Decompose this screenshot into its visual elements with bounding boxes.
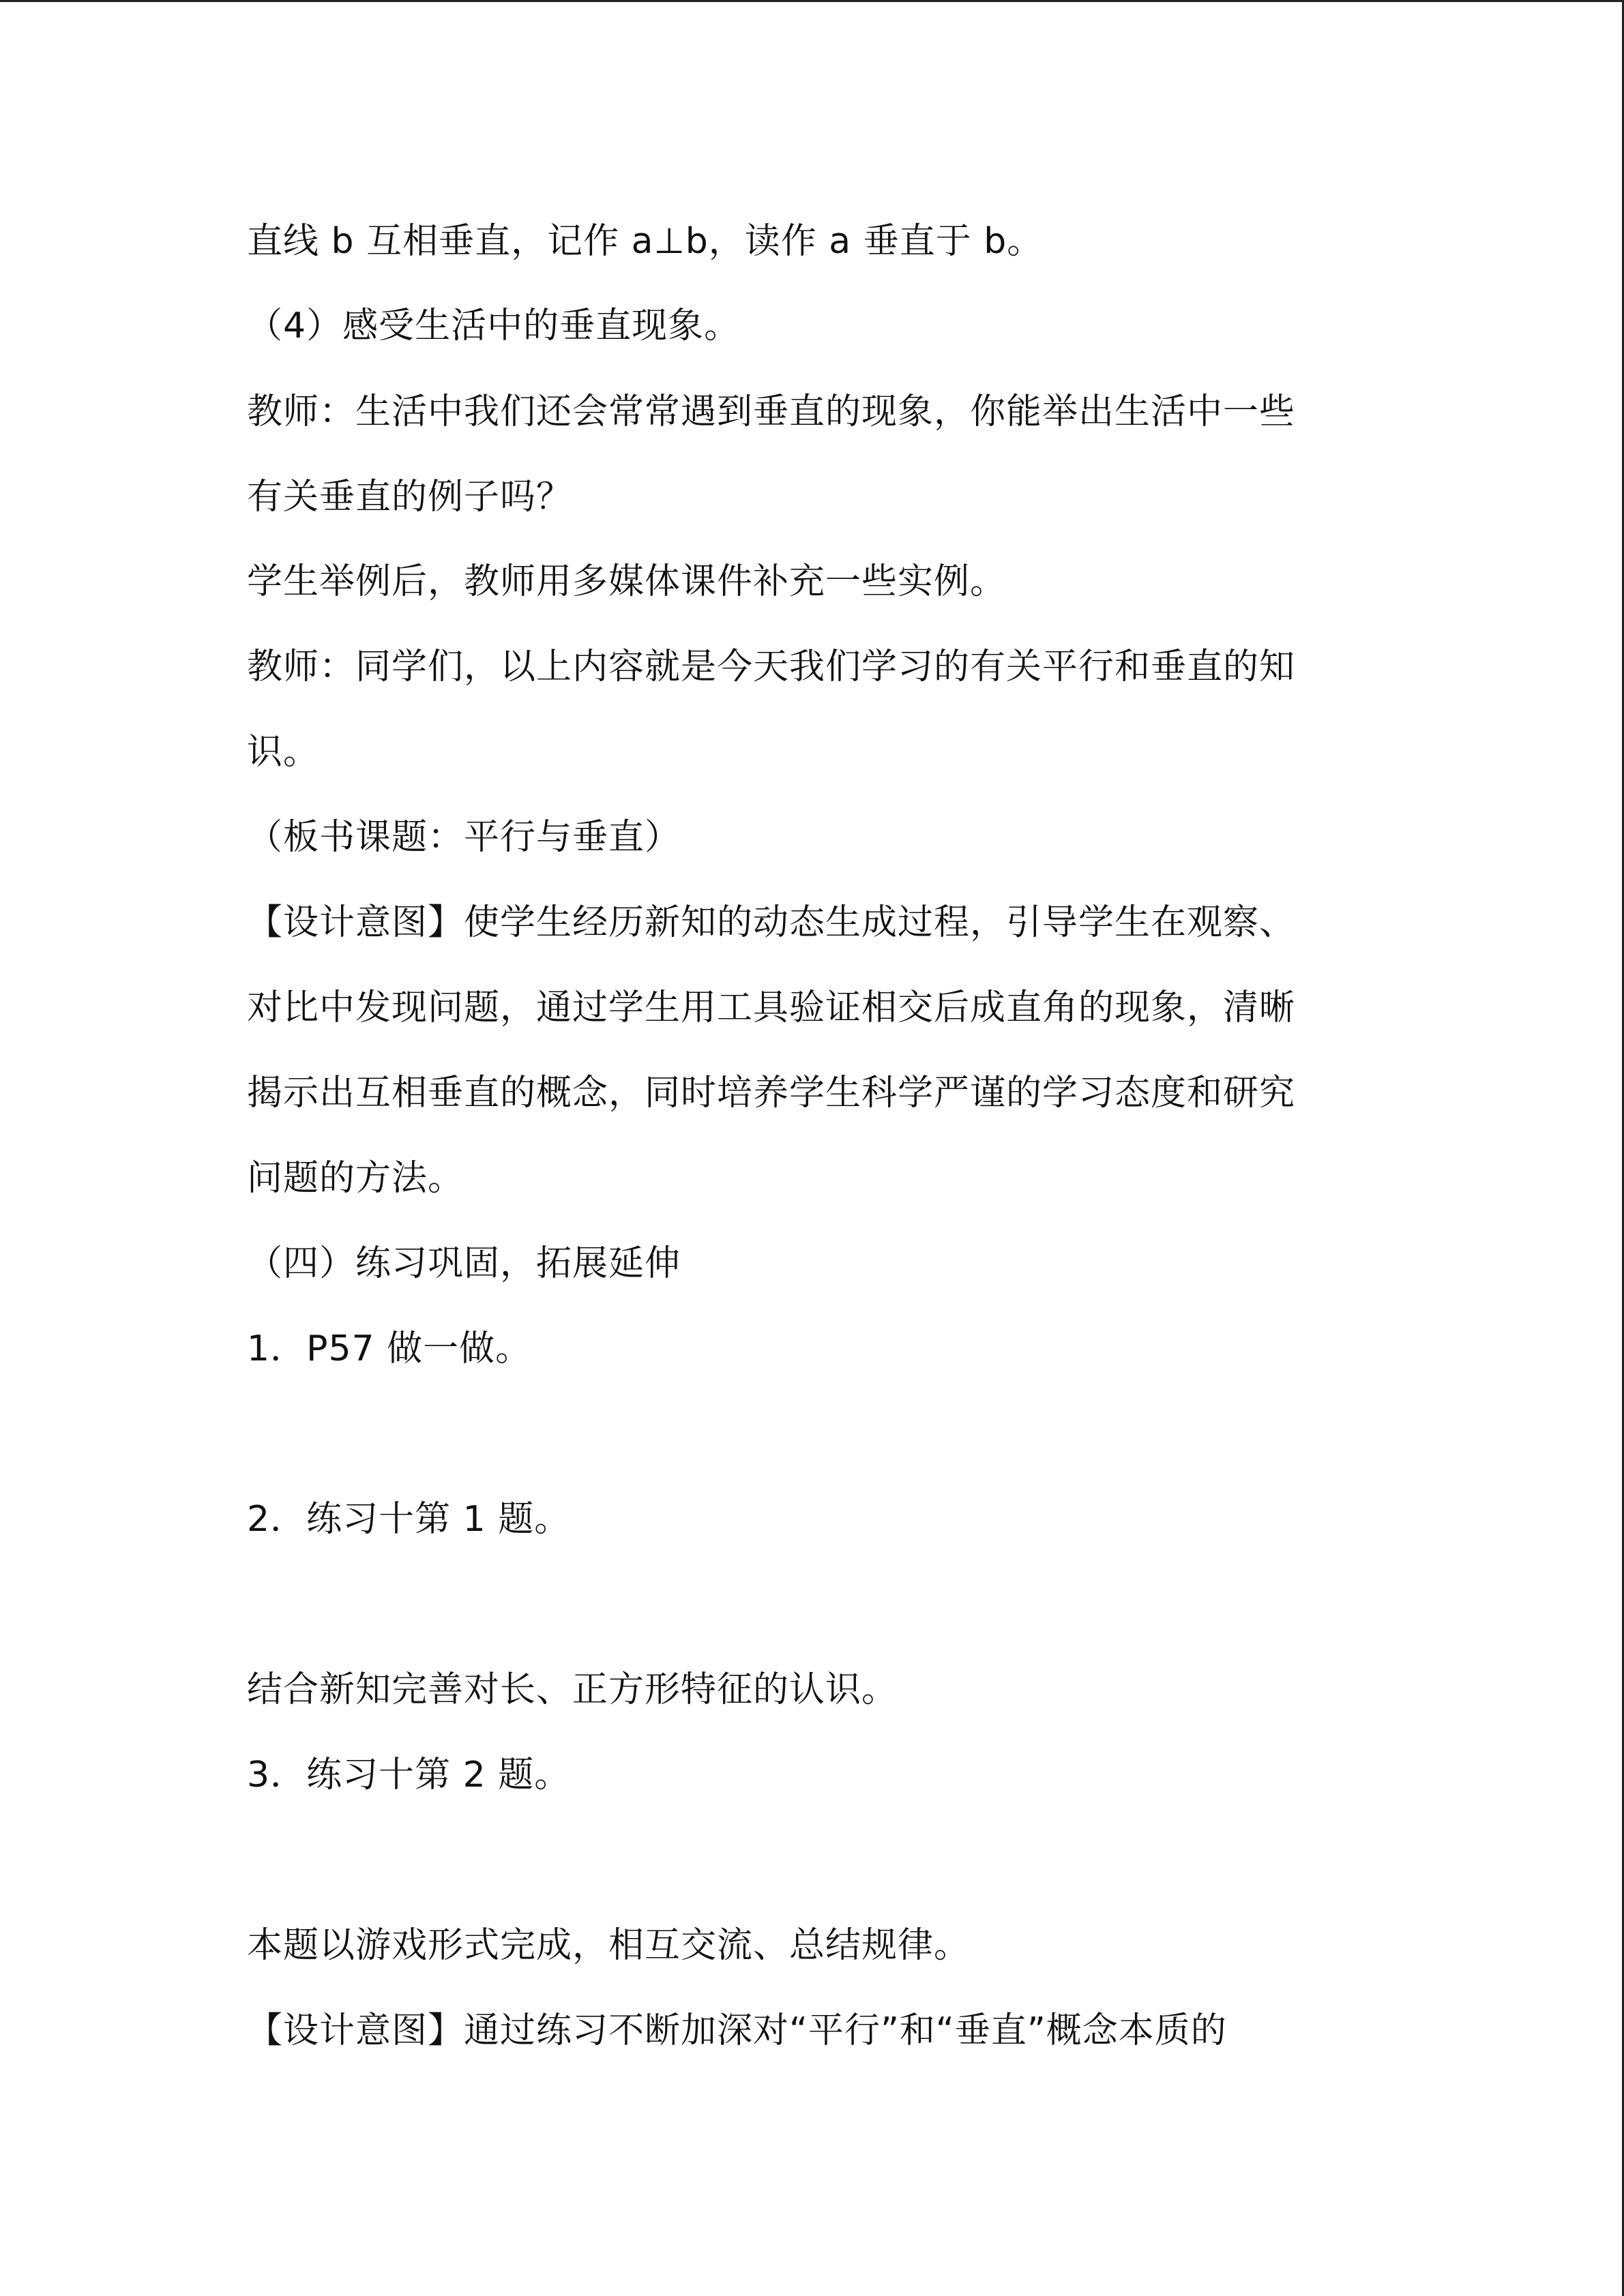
text-line: 对比中发现问题，通过学生用工具验证相交后成直角的现象，清晰 <box>247 987 1296 1028</box>
section-heading: （4）感受生活中的垂直现象。 <box>247 305 741 346</box>
text-line: 教师：同学们，以上内容就是今天我们学习的有关平行和垂直的知 <box>247 646 1296 687</box>
text-line: 本题以游戏形式完成，相互交流、总结规律。 <box>247 1925 971 1966</box>
exercise-item: 3．练习十第 2 题。 <box>247 1755 571 1795</box>
text-line: 教师：生活中我们还会常常遇到垂直的现象，你能举出生活中一些 <box>247 391 1296 432</box>
text-line: 学生举例后，教师用多媒体课件补充一些实例。 <box>247 561 1007 602</box>
text-line: 揭示出互相垂直的概念，同时培养学生科学严谨的学习态度和研究 <box>247 1073 1296 1114</box>
text-line: 结合新知完善对长、正方形特征的认识。 <box>247 1669 898 1710</box>
design-intent-paragraph: 【设计意图】使学生经历新知的动态生成过程，引导学生在观察、 <box>247 902 1296 943</box>
exercise-item: 2．练习十第 1 题。 <box>247 1499 571 1540</box>
text-line: （板书课题：平行与垂直） <box>247 817 681 858</box>
text-line: 问题的方法。 <box>247 1158 464 1199</box>
exercise-item: 1．P57 做一做。 <box>247 1328 532 1369</box>
text-line: 直线 b 互相垂直，记作 a⊥b，读作 a 垂直于 b。 <box>247 221 1044 262</box>
text-line: 识。 <box>247 732 320 773</box>
section-heading: （四）练习巩固，拓展延伸 <box>247 1243 681 1284</box>
design-intent-paragraph: 【设计意图】通过练习不断加深对“平行”和“垂直”概念本质的 <box>247 2010 1227 2051</box>
text-line: 有关垂直的例子吗？ <box>247 477 573 518</box>
